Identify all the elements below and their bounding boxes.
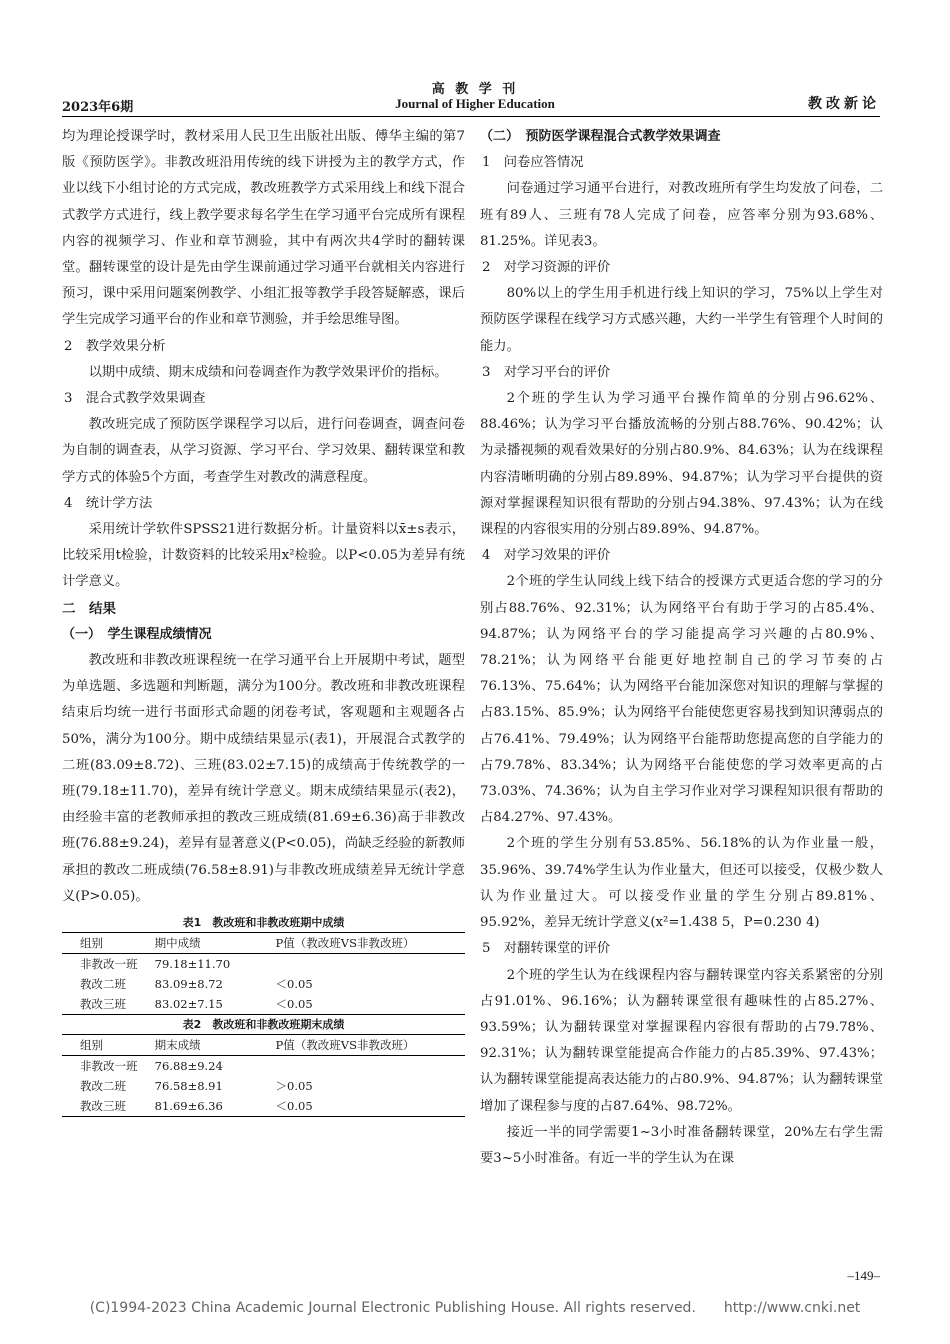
table-cell: 教改二班: [80, 977, 126, 992]
table-row: [62, 1096, 465, 1117]
section-heading: 4 对学习效果的评价: [482, 548, 611, 564]
subsection-heading: （二） 预防医学课程混合式教学效果调查: [480, 129, 721, 144]
table1-caption: 表1 教改班和非教改班期中成绩: [182, 916, 345, 930]
section-heading: 2 对学习资源的评价: [482, 260, 611, 276]
table2-header-group: 组别: [62, 1035, 151, 1056]
left-column: [62, 124, 465, 1117]
page-number: –149–: [847, 1268, 880, 1283]
table-cell: 非教改一班: [80, 1059, 138, 1074]
copyright-footer: (C)1994-2023 China Academic Journal Electronic Publishing House. All rights reserved. http://www.cnki.net: [89, 1300, 861, 1316]
table-cell: 教改三班: [62, 1096, 151, 1117]
table-cell: 76.88±9.24: [154, 1059, 223, 1074]
paragraph: 接近一半的同学需要1~3小时准备翻转课堂，20%左右学生需要3~5小时准备。有近一半的学生认为在课: [480, 1124, 883, 1166]
paragraph: 2个班的学生分别有53.85%、56.18%的认为作业量一般，35.96%、39.74%学生认为作业量大，但还可以接受，仅极少数人认为作业量过大。可以接受作业量的学生分别占89.81%、95.92%，差异无统计学意义(x²=1.438 5，P=0.230 4): [480, 836, 883, 931]
table-cell: 79.18±11.70: [154, 957, 231, 972]
table-row: [62, 1076, 465, 1096]
table2-caption: 表2 教改班和非教改班期末成绩: [182, 1018, 345, 1032]
paragraph: 均为理论授课学时，教材采用人民卫生出版社出版、傅华主编的第7版《预防医学》。非教改班沿用传统的线下讲授为主的教学方式，作业以线下小组讨论的方式完成，教改班教学方式采用线上和线下混合式教学方式进行，线上教学要求每名学生在学习通平台完成所有课程内容的视频学习、作业和章节测验，其中有两次共4学时的翻转课堂。翻转课堂的设计是先由学生课前通过学习通平台就相关内容进行预习，课中采用问题案例教学、小组汇报等教学手段答疑解惑，课后学生完成学习通平台的作业和章节测验，并手绘思维导图。: [62, 129, 465, 328]
table-row: [62, 1056, 465, 1077]
table-row: [62, 994, 465, 1015]
section-heading: 5 对翻转课堂的评价: [482, 941, 611, 957]
table-cell: 83.09±8.72: [154, 977, 223, 992]
issue-date: 2023年6期: [62, 100, 134, 115]
table-cell: 教改三班: [62, 994, 151, 1015]
table-cell: ＜0.05: [272, 1096, 465, 1117]
table1-header-group: 组别: [62, 933, 151, 954]
section-name: 教改新论: [808, 96, 880, 112]
table-cell: ＞0.05: [275, 1079, 313, 1094]
paragraph: 教改班和非教改班课程统一在学习通平台上开展期中考试，题型为单选题、多选题和判断题，满分为100分。教改班和非教改班课程结束后均统一进行书面形式命题的闭卷考试，客观题和主观题各占50%，满分为100分。期中成绩结果显示(表1)，开展混合式教学的二班(83.09±8.72)、三班(83.02±7.15)的成绩高于传统教学的一班(79.18±11.70)，差异有统计学意义。期末成绩结果显示(表2)，由经验丰富的老教师承担的教改三班成绩(81.69±6.36)高于非教改班(76.88±9.24)，差异有显著意义(P<0.05)，尚缺乏经验的新教师承担的教改二班成绩(76.58±8.91)与非教改班成绩差异无统计学意义(P>0.05)。: [62, 653, 465, 904]
table-cell: ＜0.05: [275, 977, 313, 992]
paragraph: 2个班的学生认为学习通平台操作简单的分别占96.62%、88.46%；认为学习平台播放流畅的分别占88.76%、90.42%；认为录播视频的观看效果好的分别占80.9%、84.63%；认为在线课程内容清晰明确的分别占89.89%、94.87%；认为学习平台提供的资源对掌握课程知识很有帮助的分别占94.38%、97.43%；认为在线课程的内容很实用的分别占89.89%、94.87%。: [480, 391, 883, 538]
header-rule: [62, 116, 880, 117]
section-heading: 3 混合式教学效果调查: [64, 391, 206, 407]
table-cell: ＜0.05: [272, 994, 465, 1015]
section-heading: 4 统计学方法: [64, 495, 153, 511]
table-cell: 81.69±6.36: [151, 1096, 272, 1117]
table2: [62, 1016, 465, 1117]
table-cell: 教改二班: [80, 1079, 126, 1094]
journal-english-title: Journal of Higher Education: [395, 96, 555, 111]
paragraph: 采用统计学软件SPSS21进行数据分析。计量资料以x̄±s表示，比较采用t检验，计数资料的比较采用x²检验。以P<0.05为差异有统计学意义。: [62, 522, 465, 590]
table1-header-p: P值（教改班VS非教改班）: [272, 933, 465, 954]
paragraph: 80%以上的学生用手机进行线上知识的学习，75%以上学生对预防医学课程在线学习方式感兴趣，大约一半学生有管理个人时间的能力。: [480, 286, 883, 354]
table-cell: 83.02±7.15: [151, 994, 272, 1015]
table-cell: [272, 954, 465, 975]
section-heading: 3 对学习平台的评价: [482, 364, 611, 380]
journal-header-title: 高 教 学 刊: [431, 82, 519, 97]
table-row: [62, 974, 465, 994]
table2-header-score: 期末成绩: [151, 1035, 272, 1056]
section-heading: 2 教学效果分析: [64, 338, 166, 354]
paragraph: 教改班完成了预防医学课程学习以后，进行问卷调查，调查问卷为自制的调查表，从学习资源、学习平台、学习效果、翻转课堂和教学方式的体验5个方面，考查学生对教改的满意程度。: [62, 417, 465, 485]
table1: [62, 914, 465, 1015]
section-heading: 1 问卷应答情况: [482, 155, 584, 171]
table-cell: 76.58±8.91: [154, 1079, 223, 1094]
table-cell: [272, 1056, 465, 1077]
right-column: [480, 124, 883, 1172]
paragraph: 2个班的学生认为在线课程内容与翻转课堂内容关系紧密的分别占91.01%、96.16%；认为翻转课堂很有趣味性的占85.27%、93.59%；认为翻转课堂对掌握课程内容很有帮助的占79.78%、92.31%；认为翻转课堂能提高合作能力的占85.39%、97.43%；认为翻转课堂能提高表达能力的占80.9%、94.87%；认为翻转课堂增加了课程参与度的占87.64%、98.72%。: [480, 967, 883, 1114]
paragraph: 2个班的学生认同线上线下结合的授课方式更适合您的学习的分别占88.76%、92.31%；认为网络平台有助于学习的占85.4%、94.87%；认为网络平台的学习能提高学习兴趣的占80.9%、78.21%；认为网络平台能更好地控制自己的学习节奏的占76.13%、75.64%；认为网络平台能加深您对知识的理解与掌握的占83.15%、85.9%；认为网络平台能使您更容易找到知识薄弱点的占76.41%、79.49%；认为网络平台能帮助您提高您的自学能力的占79.78%、83.34%；认为网络平台能使您的学习效率更高的占73.03%、74.36%；认为自主学习作业对学习课程知识很有帮助的占84.27%、97.43%。: [480, 574, 883, 826]
subsection-heading: （一） 学生课程成绩情况: [62, 626, 212, 642]
paragraph: 以期中成绩、期末成绩和问卷调查作为教学效果评价的指标。: [88, 364, 448, 380]
table-row: [62, 954, 465, 975]
table2-header-p: P值（教改班VS非教改班）: [272, 1035, 465, 1056]
table1-header-score: 期中成绩: [151, 933, 272, 954]
table-cell: 非教改一班: [80, 957, 138, 972]
paragraph: 问卷通过学习通平台进行，对教改班所有学生均发放了问卷，二班有89人、三班有78人完成了问卷，应答率分别为93.68%、81.25%。详见表3。: [480, 181, 883, 249]
results-heading: 二 结果: [62, 600, 116, 617]
